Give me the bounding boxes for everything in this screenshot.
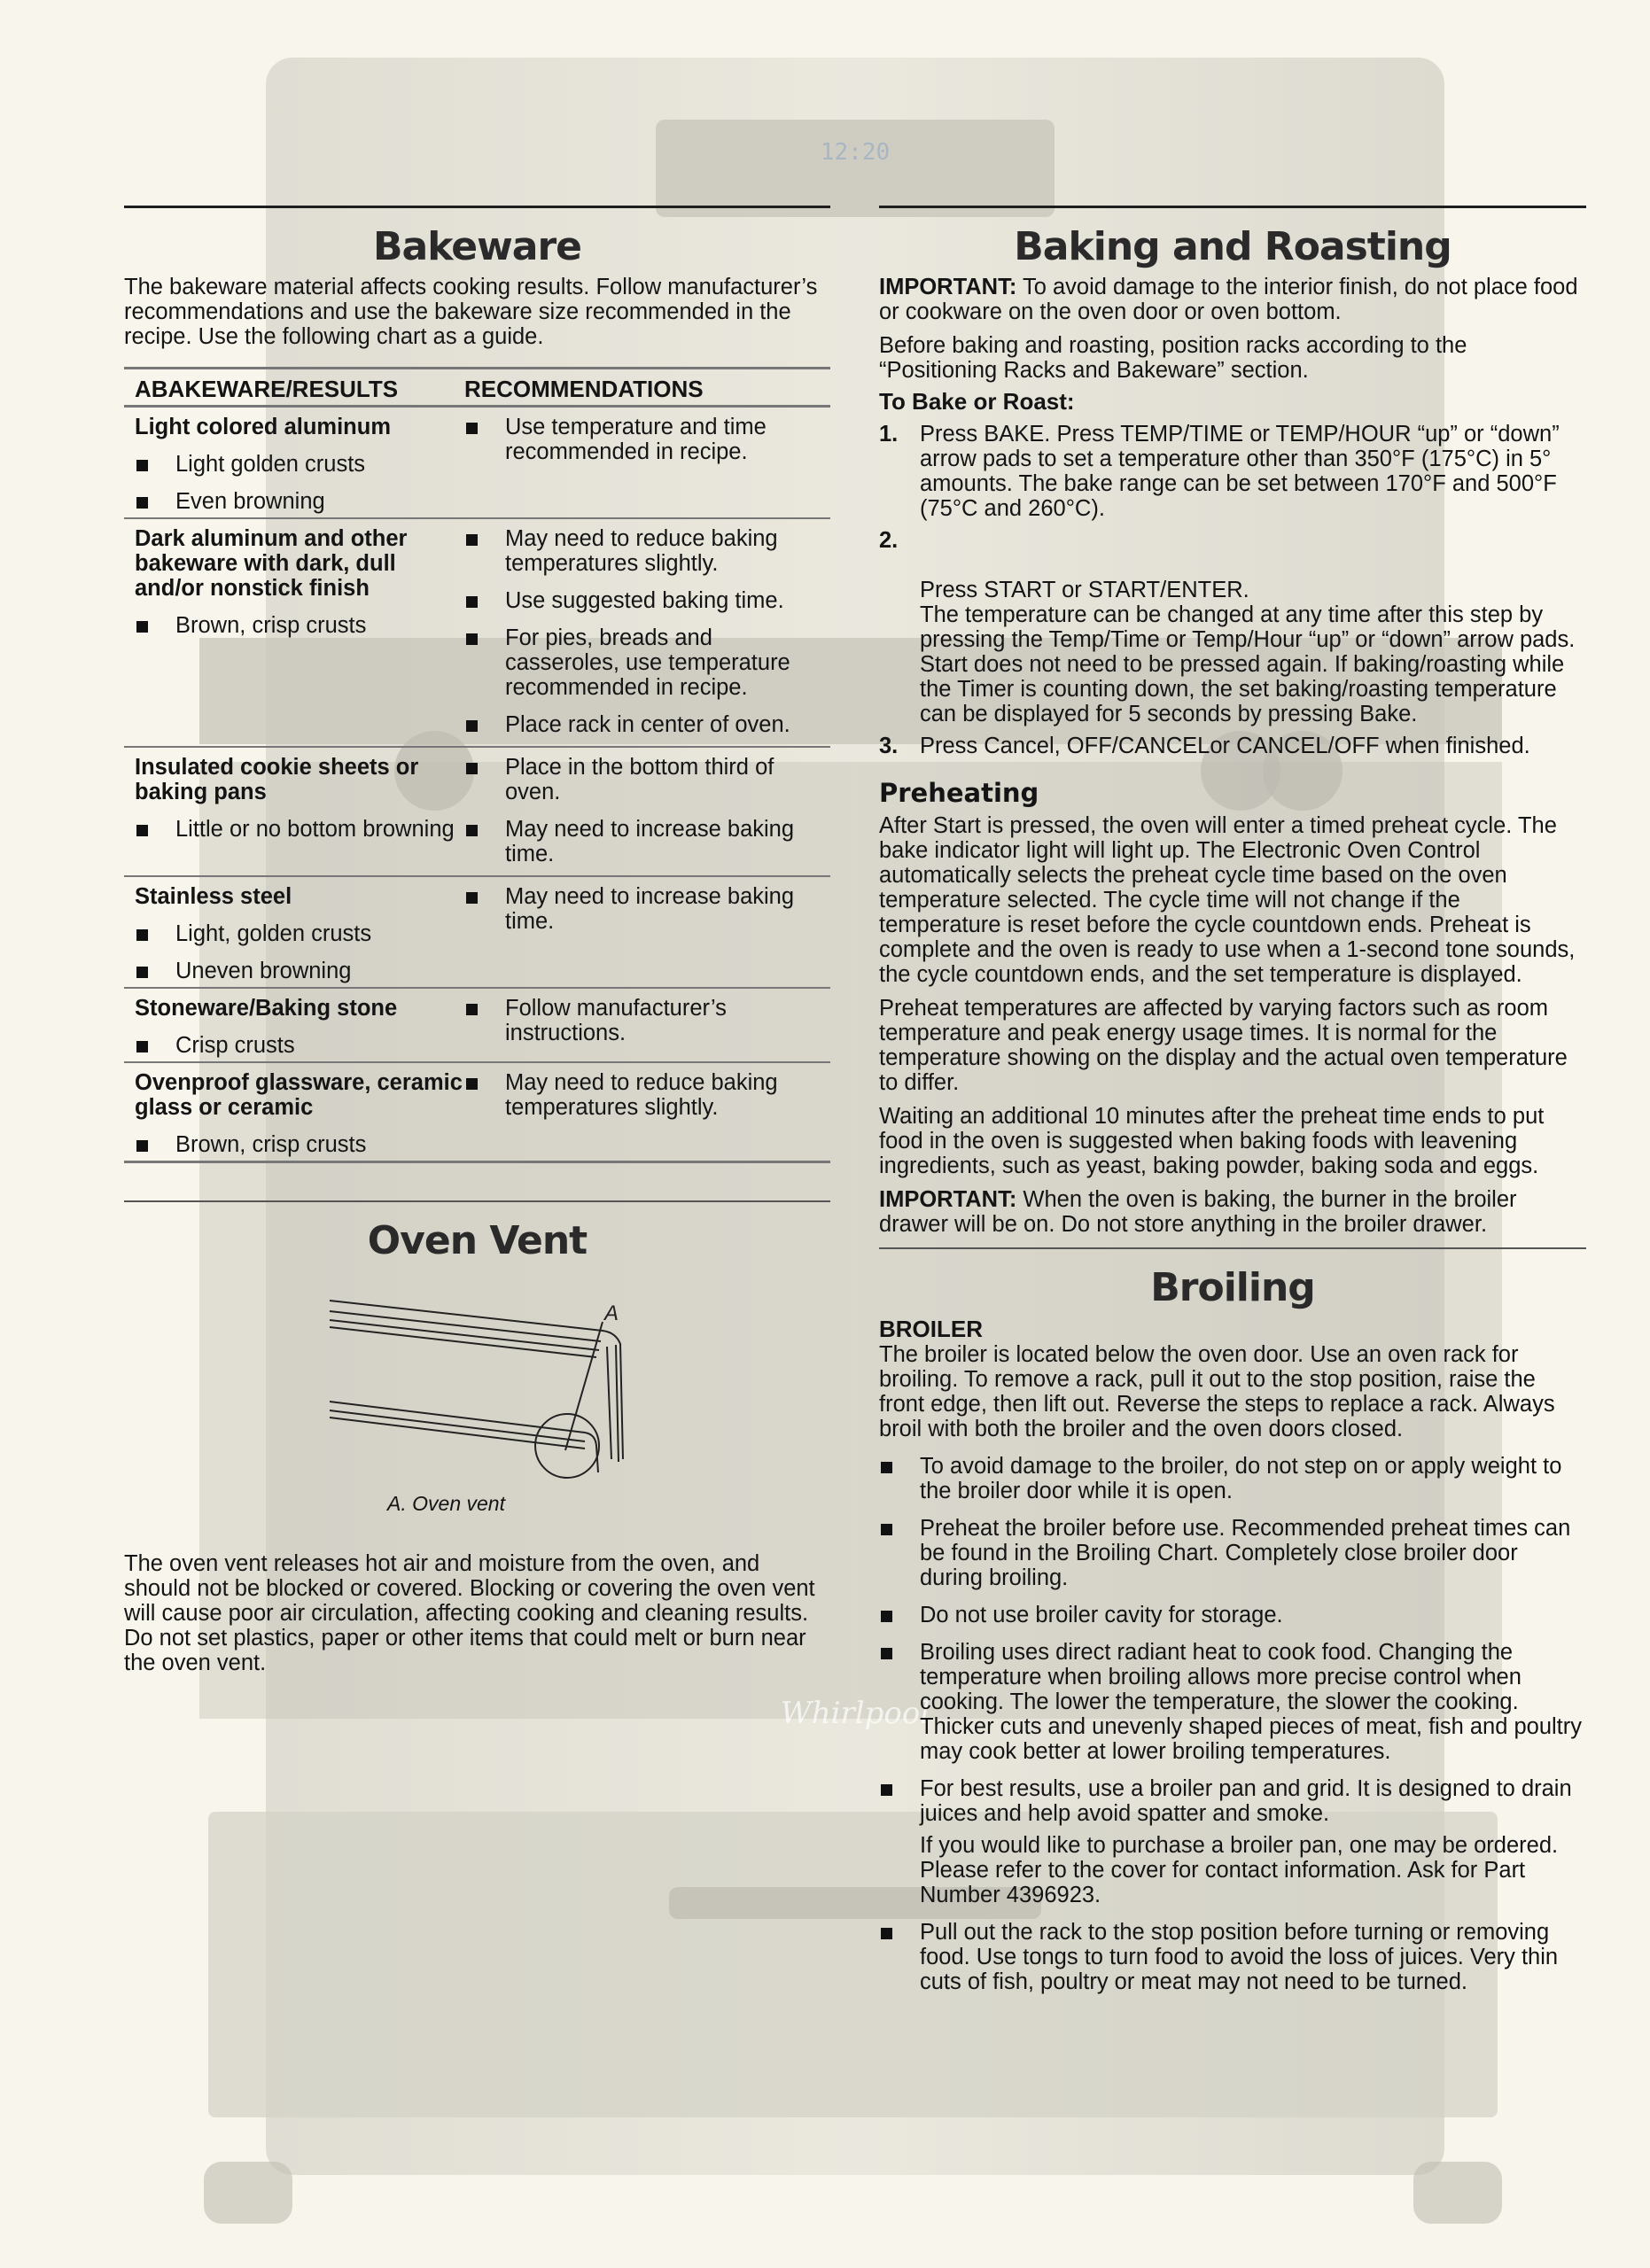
table-row: [124, 408, 830, 519]
result-item: Uneven browning: [135, 959, 464, 983]
right-column: [879, 206, 1586, 1994]
recommendation-item: May need to reduce baking temperatures slightly.: [464, 526, 830, 576]
recommendation-item: May need to reduce baking temperatures slightly.: [464, 1070, 830, 1120]
preheating-paragraph: After Start is pressed, the oven will enter a timed preheat cycle. The bake indicator light will light up. The Electronic Oven Control automatically selects the preheat cycle time based on the oven temperature selected. The cycle time will not change if the temperature is reset before the cycle countdown ends. Preheat is complete and the oven is ready to use when a 1-second tone sounds, the cycle countdown ends, and the set temperature is displayed.: [879, 813, 1576, 987]
step-text: Press BAKE. Press TEMP/TIME or TEMP/HOUR “up” or “down” arrow pads to set a temperature other than 350°F (175°C) in 5° amounts. The bake range can be set between 170°F and 500°F (75°C and 260°C).: [920, 422, 1560, 521]
diagram-caption: A. Oven vent: [387, 1492, 505, 1515]
preheating-paragraph: Waiting an additional 10 minutes after the preheat time ends to put food in the oven is suggested when baking foods with leavening ingredients, such as yeast, baking powder, baking soda and eggs.: [879, 1104, 1545, 1178]
baking-before-text: Before baking and roasting, position racks according to the “Positioning Racks and Bakeware” section.: [879, 333, 1467, 383]
result-item: Brown, crisp crusts: [135, 613, 464, 638]
important-label: IMPORTANT:: [879, 275, 1017, 299]
material-name: Insulated cookie sheets or baking pans: [135, 755, 419, 804]
step-number: 1.: [879, 422, 899, 447]
step-text: Press Cancel, OFF/CANCELor CANCEL/OFF when finished.: [920, 734, 1530, 758]
recommendation-item: Place rack in center of oven.: [464, 712, 830, 737]
oven-vent-heading: Oven Vent: [367, 1218, 588, 1263]
important-text: To avoid damage to the interior finish, do not place food or cookware on the oven door or oven bottom.: [879, 275, 1578, 324]
material-name: Ovenproof glassware, ceramic glass or ceramic: [135, 1070, 463, 1120]
broiler-bullet: To avoid damage to the broiler, do not step on or apply weight to the broiler door while it is open.: [879, 1454, 1586, 1503]
brand-logo: Whirlpool: [780, 1696, 930, 1731]
preheating-paragraph: Preheat temperatures are affected by varying factors such as room temperature and peak energy usage times. It is normal for the temperature showing on the display and the actual oven temperature to differ.: [879, 996, 1568, 1095]
important-label: IMPORTANT:: [879, 1187, 1017, 1212]
broiler-subheading: BROILER: [879, 1316, 983, 1342]
result-item: Crisp crusts: [135, 1033, 464, 1058]
diagram-label-a: A: [604, 1301, 619, 1325]
broiler-bullet: Preheat the broiler before use. Recommended preheat times can be found in the Broiling Chart. Completely close broiler door during broiling.: [879, 1516, 1586, 1590]
recommendation-item: Follow manufacturer’s instructions.: [464, 996, 830, 1045]
recommendation-item: Place in the bottom third of oven.: [464, 755, 830, 804]
step-item: [879, 528, 1586, 726]
display-time: 12:20: [820, 139, 891, 166]
broiling-heading: Broiling: [1150, 1265, 1315, 1310]
step-number: 2.: [879, 528, 899, 553]
important-text: When the oven is baking, the burner in the broiler drawer will be on. Do not store anything in the broiler drawer.: [879, 1187, 1517, 1237]
broiler-bullet: Do not use broiler cavity for storage.: [879, 1603, 1586, 1627]
result-item: Brown, crisp crusts: [135, 1132, 464, 1157]
oven-vent-diagram: [124, 1269, 830, 1490]
column-header-recommendations: RECOMMENDATIONS: [464, 376, 704, 402]
preheating-heading: Preheating: [879, 778, 1039, 808]
material-name: Light colored aluminum: [135, 415, 392, 439]
bakeware-heading: Bakeware: [372, 224, 582, 269]
preheating-important: [879, 1187, 1586, 1237]
table-row: [124, 989, 830, 1063]
result-item: Even browning: [135, 489, 464, 514]
table-row: [124, 748, 830, 877]
recommendation-item: Use temperature and time recommended in recipe.: [464, 415, 830, 464]
broiler-pan-info: If you would like to purchase a broiler pan, one may be ordered. Please refer to the cover for contact information. Ask for Part Number 4396923.: [920, 1833, 1559, 1907]
recommendation-item: Use suggested baking time.: [464, 588, 830, 613]
section-divider: [879, 1247, 1586, 1249]
section-divider: [879, 206, 1586, 208]
result-item: Little or no bottom browning: [135, 817, 464, 842]
table-row: [124, 1063, 830, 1163]
broiler-intro: The broiler is located below the oven door. Use an oven rack for broiling. To remove a rack, pull it out to the stop position, raise the front edge, then lift out. Reverse the steps to replace a rack. Always broil with both the broiler and the oven doors closed.: [879, 1342, 1555, 1441]
step-text: Press START or START/ENTER. The temperature can be changed at any time after this step by pressing the Temp/Time or Temp/Hour “up” or “down” arrow pads. Start does not need to be pressed again. If baking/roasting while the Timer is counting down, the set baking/roasting temperature can be displayed for 5 seconds by pressing Bake.: [920, 578, 1576, 726]
recommendation-item: For pies, breads and casseroles, use temperature recommended in recipe.: [464, 625, 830, 700]
step-item: [879, 734, 1586, 758]
result-item: Light golden crusts: [135, 452, 464, 477]
step-number: 3.: [879, 734, 899, 758]
step-item: [879, 422, 1586, 521]
broiler-bullet: For best results, use a broiler pan and grid. It is designed to drain juices and help avoid spatter and smoke.: [879, 1776, 1586, 1826]
recommendation-item: May need to increase baking time.: [464, 884, 830, 934]
section-divider: [124, 1200, 830, 1202]
result-item: Light, golden crusts: [135, 921, 464, 946]
recommendation-item: May need to increase baking time.: [464, 817, 830, 866]
material-name: Stainless steel: [135, 884, 292, 909]
bake-roast-subheading: To Bake or Roast:: [879, 388, 1075, 415]
broiler-bullet: Pull out the rack to the stop position before turning or removing food. Use tongs to turn food to avoid the loss of juices. Very thin cuts of fish, poultry or meat may not need to be turned.: [879, 1920, 1586, 1994]
table-row: [124, 877, 830, 989]
baking-important: [879, 275, 1586, 324]
bakeware-table: [124, 367, 830, 1163]
section-divider: [124, 206, 830, 208]
table-row: [124, 519, 830, 748]
broiler-bullet: Broiling uses direct radiant heat to cook food. Changing the temperature when broiling allows more precise control when cooking. The lower the temperature, the slower the cooking. Thicker cuts and unevenly shaped pieces of meat, fish and poultry may cook better at lower broiling temperatures.: [879, 1640, 1586, 1764]
column-header-bakeware: ABAKEWARE/RESULTS: [135, 376, 399, 402]
bakeware-intro: The bakeware material affects cooking results. Follow manufacturer’s recommendations and use the bakeware size recommended in the recipe. Use the following chart as a guide.: [124, 275, 818, 349]
left-column: [124, 206, 830, 1675]
oven-vent-text: The oven vent releases hot air and moisture from the oven, and should not be blocked or covered. Blocking or covering the oven vent will cause poor air circulation, affecting cooking and cleaning results. Do not set plastics, paper or other items that could melt or burn near the oven vent.: [124, 1551, 815, 1675]
baking-roasting-heading: Baking and Roasting: [1014, 224, 1452, 269]
table-header: [124, 369, 830, 408]
material-name: Dark aluminum and other bakeware with dark, dull and/or nonstick finish: [135, 526, 408, 601]
material-name: Stoneware/Baking stone: [135, 996, 398, 1021]
